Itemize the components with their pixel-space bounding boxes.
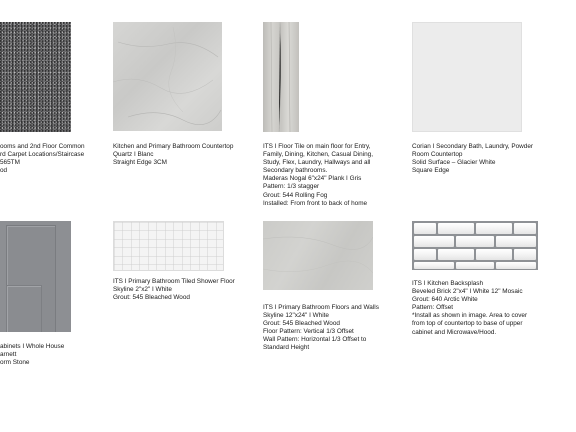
caption-line: ooms and 2nd Floor Common <box>0 143 85 150</box>
caption-line: from top of countertop to base of upper <box>412 320 523 328</box>
subway-brick <box>496 262 536 269</box>
subway-brick <box>496 236 536 247</box>
carpet-swatch <box>0 22 71 132</box>
caption-line: Pattern: Offset <box>412 304 454 312</box>
caption-line: rd Carpet Locations/Staircase <box>0 151 85 159</box>
subway-brick <box>414 262 454 269</box>
subway-brick <box>456 262 494 269</box>
countertop-caption <box>113 143 233 167</box>
caption-line: cabinet and Microwave/Hood. <box>412 328 497 336</box>
caption-line: Installed: From front to back of home <box>263 199 368 207</box>
plank-tile-swatch <box>263 22 299 132</box>
quartz-veining <box>113 22 222 131</box>
caption-line: ITS I Kitchen Backsplash <box>412 280 484 287</box>
skyline-tile-swatch <box>263 221 373 290</box>
corian-caption <box>412 143 533 175</box>
carpet-caption <box>0 143 85 175</box>
subway-brick <box>476 249 512 260</box>
shower-floor-tile-swatch <box>113 221 224 271</box>
cabinet-panel <box>6 285 42 332</box>
caption-line: Square Edge <box>412 167 450 175</box>
caption-line: Grout: 640 Arctic White <box>412 296 478 304</box>
tile-texture <box>263 221 373 290</box>
caption-line: Grout: 544 Rolling Fog <box>263 191 328 199</box>
caption-line: Standard Height <box>263 344 310 352</box>
caption-line: Skyline 2"x2" I White <box>113 286 172 294</box>
subway-brick <box>456 236 494 247</box>
caption-line: Grout: 545 Bleached Wood <box>263 320 340 328</box>
caption-line: od <box>0 167 8 175</box>
backsplash-caption <box>412 280 527 337</box>
caption-line: Skyline 12"x24" I White <box>263 312 329 320</box>
subway-brick <box>414 236 454 247</box>
subway-brick <box>438 249 474 260</box>
caption-line: orm Stone <box>0 359 30 367</box>
caption-line: arnett <box>0 351 17 359</box>
caption-line: ITS I Floor Tile on main floor for Entry, <box>263 143 371 150</box>
subway-brick <box>514 249 536 260</box>
caption-line: Family, Dining, Kitchen, Casual Dining, <box>263 151 373 159</box>
caption-line: ITS I Primary Bathroom Tiled Shower Floor <box>113 278 235 285</box>
caption-line: Kitchen and Primary Bathroom Countertop <box>113 143 234 150</box>
caption-line: Straight Edge 3CM <box>113 159 167 167</box>
caption-line: ITS I Primary Bathroom Floors and Walls <box>263 304 379 311</box>
floor-tile-caption <box>263 143 373 208</box>
caption-line: Corian I Secondary Bath, Laundry, Powder <box>412 143 534 150</box>
caption-line: Room Countertop <box>412 151 463 159</box>
subway-brick <box>514 223 536 234</box>
caption-line: abinets I Whole House <box>0 343 65 350</box>
caption-line: Grout: 545 Bleached Wood <box>113 294 190 302</box>
caption-line: Quartz I Blanc <box>113 151 154 159</box>
cabinet-door-swatch <box>0 221 71 332</box>
corian-swatch <box>412 22 522 132</box>
subway-backsplash-swatch <box>412 221 538 270</box>
shower-floor-caption <box>113 278 235 302</box>
caption-line: Beveled Brick 2"x4" I White 12" Mosaic <box>412 288 523 296</box>
quartz-swatch <box>113 22 222 131</box>
cabinets-caption <box>0 343 64 367</box>
caption-line: Study, Flex, Laundry, Hallways and all <box>263 159 371 167</box>
subway-brick <box>438 223 474 234</box>
caption-line: *Install as shown in image. Area to cover <box>412 312 528 320</box>
caption-line: Wall Pattern: Horizontal 1/3 Offset to <box>263 336 367 344</box>
caption-line: Secondary bathrooms. <box>263 167 328 175</box>
caption-line: Solid Surface – Glacier White <box>412 159 496 167</box>
subway-brick <box>414 223 436 234</box>
bath-floors-walls-caption <box>263 304 379 353</box>
caption-line: Pattern: 1/3 stagger <box>263 183 320 191</box>
subway-brick <box>414 249 436 260</box>
caption-line: Floor Pattern: Vertical 1/3 Offset <box>263 328 354 336</box>
caption-line: 565TM <box>0 159 20 167</box>
subway-brick <box>476 223 512 234</box>
wood-grain <box>263 22 299 132</box>
caption-line: Maderas Nogal 6"x24" Plank I Gris <box>263 175 362 183</box>
